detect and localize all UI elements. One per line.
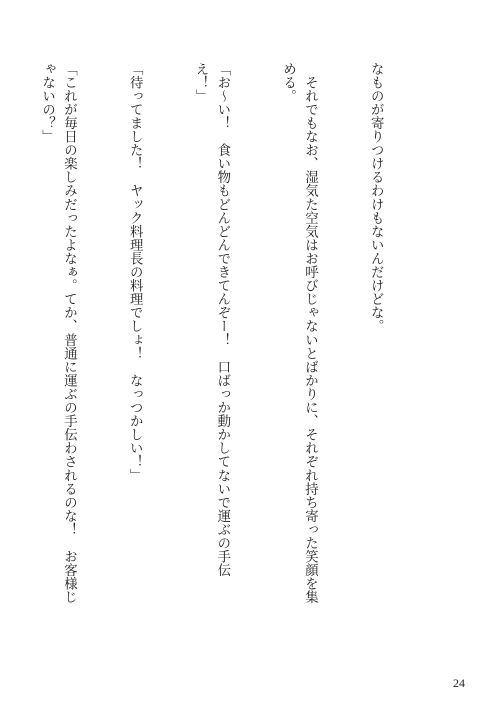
dialogue-line: 「待ってました！ ヤック料理長の料理でしょ！ なっつかしい！」 [127,62,143,483]
text-line: なものが寄りつけるわけもないんだけどな。 [368,62,384,333]
dialogue-line: 「お～い！ 食い物もどんどんできてんぞー！ 口ばっか動かしてないで運ぶの手伝え！」 [192,62,230,577]
vertical-text-body [39,62,430,610]
page-number: 24 [453,676,465,690]
dialogue-line: 「これが毎日の楽しみだったよなぁ。てか、普通に運ぶの手伝わされるのな！ お客様じゃないの？」 [39,62,77,604]
text-line: それでもなお、湿気た空気はお呼びじゃないとばかりに、それぞれ持ち寄った笑顔を集める。 [280,62,318,604]
